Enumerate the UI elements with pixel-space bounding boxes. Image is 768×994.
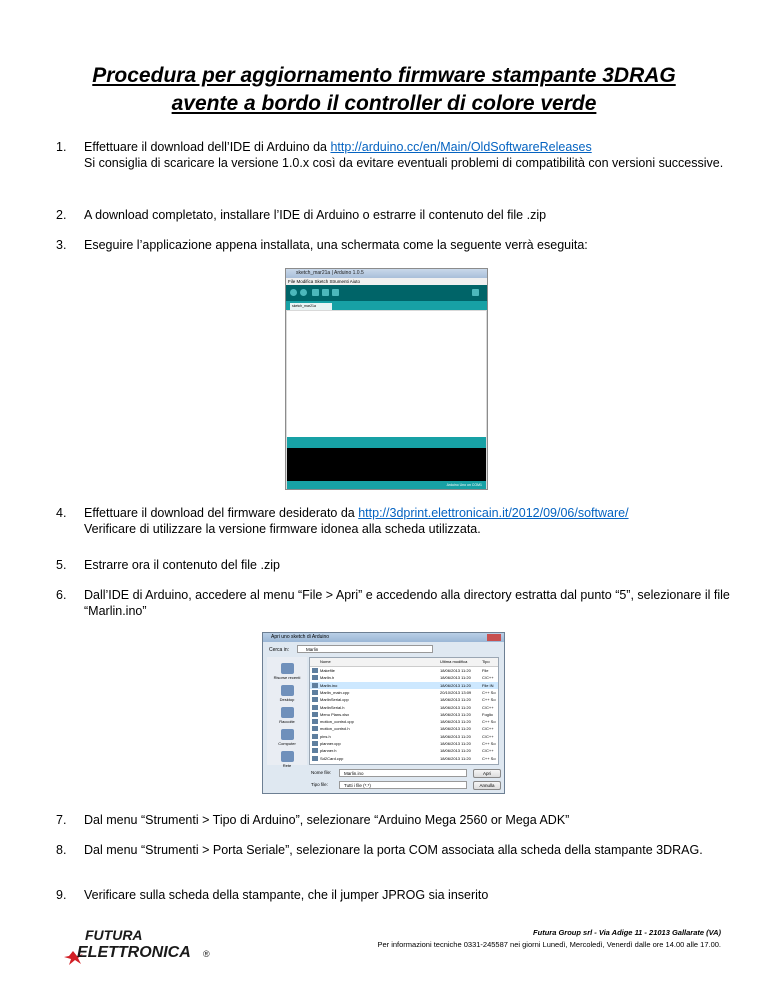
file-icon [312, 748, 318, 753]
step-text: Effettuare il download dell’IDE di Arduino da [84, 140, 331, 154]
file-row [310, 682, 498, 689]
step-text: Dall’IDE di Arduino, accedere al menu “File > Apri” e accedendo alla directory estratta dal punto “5”, selezionare il file “Marlin.ino” [84, 588, 730, 618]
file-date: 18/06/2013 11:20 [440, 682, 471, 688]
file-date: 18/06/2013 11:20 [440, 697, 471, 703]
document-title-line2: avente a bordo il controller di colore verde [171, 92, 597, 115]
file-row [310, 689, 498, 696]
file-type: C/C++ [482, 748, 494, 754]
file-type: C/C++ [482, 675, 494, 681]
file-name: Menu Plans.xlsx [320, 711, 350, 717]
step-number: 7. [56, 813, 67, 827]
file-type: C++ So [482, 697, 496, 703]
step-number: 9. [56, 888, 67, 902]
step-text: Estrarre ora il contenuto del file .zip [84, 558, 280, 572]
file-row [310, 733, 498, 740]
file-name: Marlin.h [320, 675, 335, 681]
step-number: 5. [56, 558, 67, 572]
step-text: Dal menu “Strumenti > Tipo di Arduino”, selezionare “Arduino Mega 2560 or Mega ADK” [84, 813, 570, 827]
step-number: 2. [56, 208, 67, 222]
computer-icon [281, 729, 294, 740]
file-icon [312, 734, 318, 739]
file-name: MarlinSerial.cpp [320, 697, 349, 703]
ide-console [287, 448, 486, 481]
document-title-line1: Procedura per aggiornamento firmware stampante 3DRAG [92, 64, 676, 87]
file-icon [312, 719, 318, 724]
file-type: Foglio [482, 711, 493, 717]
filetype-select: Tutti i file (*.*) [339, 781, 467, 789]
file-type: C/C++ [482, 733, 494, 739]
ide-tab-bar [286, 301, 487, 310]
file-name: Makefile [320, 668, 335, 673]
file-name: planner.cpp [320, 741, 341, 746]
open-button: Apri [473, 769, 501, 778]
file-date: 18/06/2013 11:20 [440, 726, 471, 732]
file-date: 18/06/2013 11:20 [440, 741, 471, 746]
libraries-icon [281, 707, 294, 718]
arduino-download-link[interactable]: http://arduino.cc/en/Main/OldSoftwareReleases [330, 140, 592, 154]
file-name: Marlin.ino [320, 682, 338, 688]
file-icon [312, 741, 318, 746]
file-icon [312, 697, 318, 702]
look-in-label: Cerca in: [269, 647, 290, 653]
file-type: C++ So [482, 741, 496, 746]
file-row [310, 704, 498, 711]
footer-info: Per informazioni tecniche 0331-245587 nei giorni Lunedì, Mercoledì, Venerdì dalle ore 14.00 alle 17.00. [377, 940, 721, 949]
file-icon [312, 675, 318, 680]
file-name: motion_control.cpp [320, 719, 354, 725]
file-icon [312, 705, 318, 710]
file-icon [312, 683, 318, 688]
file-date: 20/10/2013 13:09 [440, 689, 472, 695]
step-number: 8. [56, 843, 67, 857]
place-computer: Computer [271, 729, 303, 746]
file-date: 18/06/2013 11:20 [440, 668, 471, 673]
file-date: 18/06/2013 11:20 [440, 711, 471, 717]
firmware-download-link[interactable]: http://3dprint.elettronicain.it/2012/09/06/software/ [358, 506, 629, 520]
ide-sketch-tab: sketch_mar21a [290, 303, 332, 310]
file-date: 18/06/2013 11:20 [440, 675, 471, 681]
file-row [310, 747, 498, 754]
places-bar [267, 657, 307, 768]
file-name: pins.h [320, 733, 331, 739]
serial-monitor-icon [472, 289, 479, 296]
file-name: Sd2Card.cpp [320, 755, 344, 761]
file-row [310, 740, 498, 747]
ide-board-status: Arduino Uno on COM1 [287, 481, 486, 489]
file-list-header: Nome Ultima modifica Tipo [310, 658, 498, 667]
place-network: Rete [271, 751, 303, 768]
file-row [310, 667, 498, 674]
filename-label: Nome file: [311, 770, 332, 775]
file-date: 18/06/2013 11:20 [440, 704, 471, 710]
open-sketch-dialog-screenshot [262, 632, 505, 794]
logo-text-line2: ELETTRONICA [77, 944, 191, 961]
verify-icon [290, 289, 297, 296]
file-name: motion_control.h [320, 726, 350, 732]
file-row [310, 674, 498, 681]
save-icon [332, 289, 339, 296]
step-text: Effettuare il download del firmware desiderato da [84, 506, 359, 520]
step-number: 1. [56, 140, 67, 154]
file-type: C++ So [482, 755, 496, 761]
file-icon [312, 668, 318, 673]
ide-status-bar [287, 437, 486, 448]
step-number: 6. [56, 588, 67, 602]
file-row [310, 711, 498, 718]
file-date: 18/06/2013 11:20 [440, 733, 471, 739]
file-row [310, 725, 498, 732]
file-type: C++ So [482, 689, 496, 695]
file-type: C/C++ [482, 704, 494, 710]
close-icon [487, 634, 501, 641]
step-text: A download completato, installare l’IDE di Arduino o estrarre il contenuto del file .zip [84, 208, 547, 222]
place-recent: Risorse recenti [271, 663, 303, 680]
ide-editor [287, 311, 486, 437]
file-type: File [482, 668, 489, 673]
step-text: Verificare sulla scheda della stampante, che il jumper JPROG sia inserito [84, 888, 489, 902]
ide-toolbar [286, 285, 487, 301]
recent-icon [281, 663, 294, 674]
file-list [309, 657, 499, 765]
open-icon [322, 289, 329, 296]
filetype-label: Tipo file: [311, 782, 328, 787]
file-name: Marlin_main.cpp [320, 689, 350, 695]
arduino-ide-screenshot [285, 268, 488, 490]
file-row [310, 755, 498, 762]
dialog-toolbar-icons [443, 645, 493, 653]
step-text: Eseguire l’applicazione appena installata, una schermata come la seguente verrà eseguita: [84, 238, 588, 252]
registered-mark-icon: ® [203, 949, 210, 959]
ide-menu-bar: File Modifica Sketch Strumenti Aiuto [286, 278, 487, 285]
futura-elettronica-logo [55, 920, 220, 975]
step-text: Dal menu “Strumenti > Porta Seriale”, selezionare la porta COM associata alla scheda della stampante 3DRAG. [84, 843, 703, 857]
logo-text-line1: FUTURA [85, 927, 143, 943]
file-date: 18/06/2013 11:20 [440, 719, 471, 725]
step-note: Si consiglia di scaricare la versione 1.0.x così da evitare eventuali problemi di compatibilità con versioni successive. [84, 156, 724, 170]
place-desktop: Desktop [271, 685, 303, 702]
footer-company: Futura Group srl - Via Adige 11 - 21013 Gallarate (VA) [533, 928, 721, 937]
desktop-icon [281, 685, 294, 696]
file-row [310, 718, 498, 725]
file-icon [312, 690, 318, 695]
upload-icon [300, 289, 307, 296]
file-type: C++ So [482, 719, 496, 725]
file-name: planner.h [320, 748, 337, 754]
step-number: 4. [56, 506, 67, 520]
file-row [310, 696, 498, 703]
filename-field: Marlin.ino [339, 769, 467, 777]
file-date: 18/06/2013 11:20 [440, 748, 471, 754]
step-note: Verificare di utilizzare la versione firmware idonea alla scheda utilizzata. [84, 522, 481, 536]
new-icon [312, 289, 319, 296]
dialog-title-bar: Apri uno sketch di Arduino [263, 633, 504, 642]
file-icon [312, 712, 318, 717]
ide-title-bar: sketch_mar21a | Arduino 1.0.5 [286, 269, 487, 278]
file-icon [312, 756, 318, 761]
file-name: MarlinSerial.h [320, 704, 345, 710]
place-libraries: Raccolte [271, 707, 303, 724]
file-type: C/C++ [482, 726, 494, 732]
folder-combo: Marlin [297, 645, 433, 653]
cancel-button: Annulla [473, 781, 501, 790]
network-icon [281, 751, 294, 762]
file-icon [312, 726, 318, 731]
file-date: 18/06/2013 11:20 [440, 755, 471, 761]
step-number: 3. [56, 238, 67, 252]
file-type: File IN [482, 682, 494, 688]
